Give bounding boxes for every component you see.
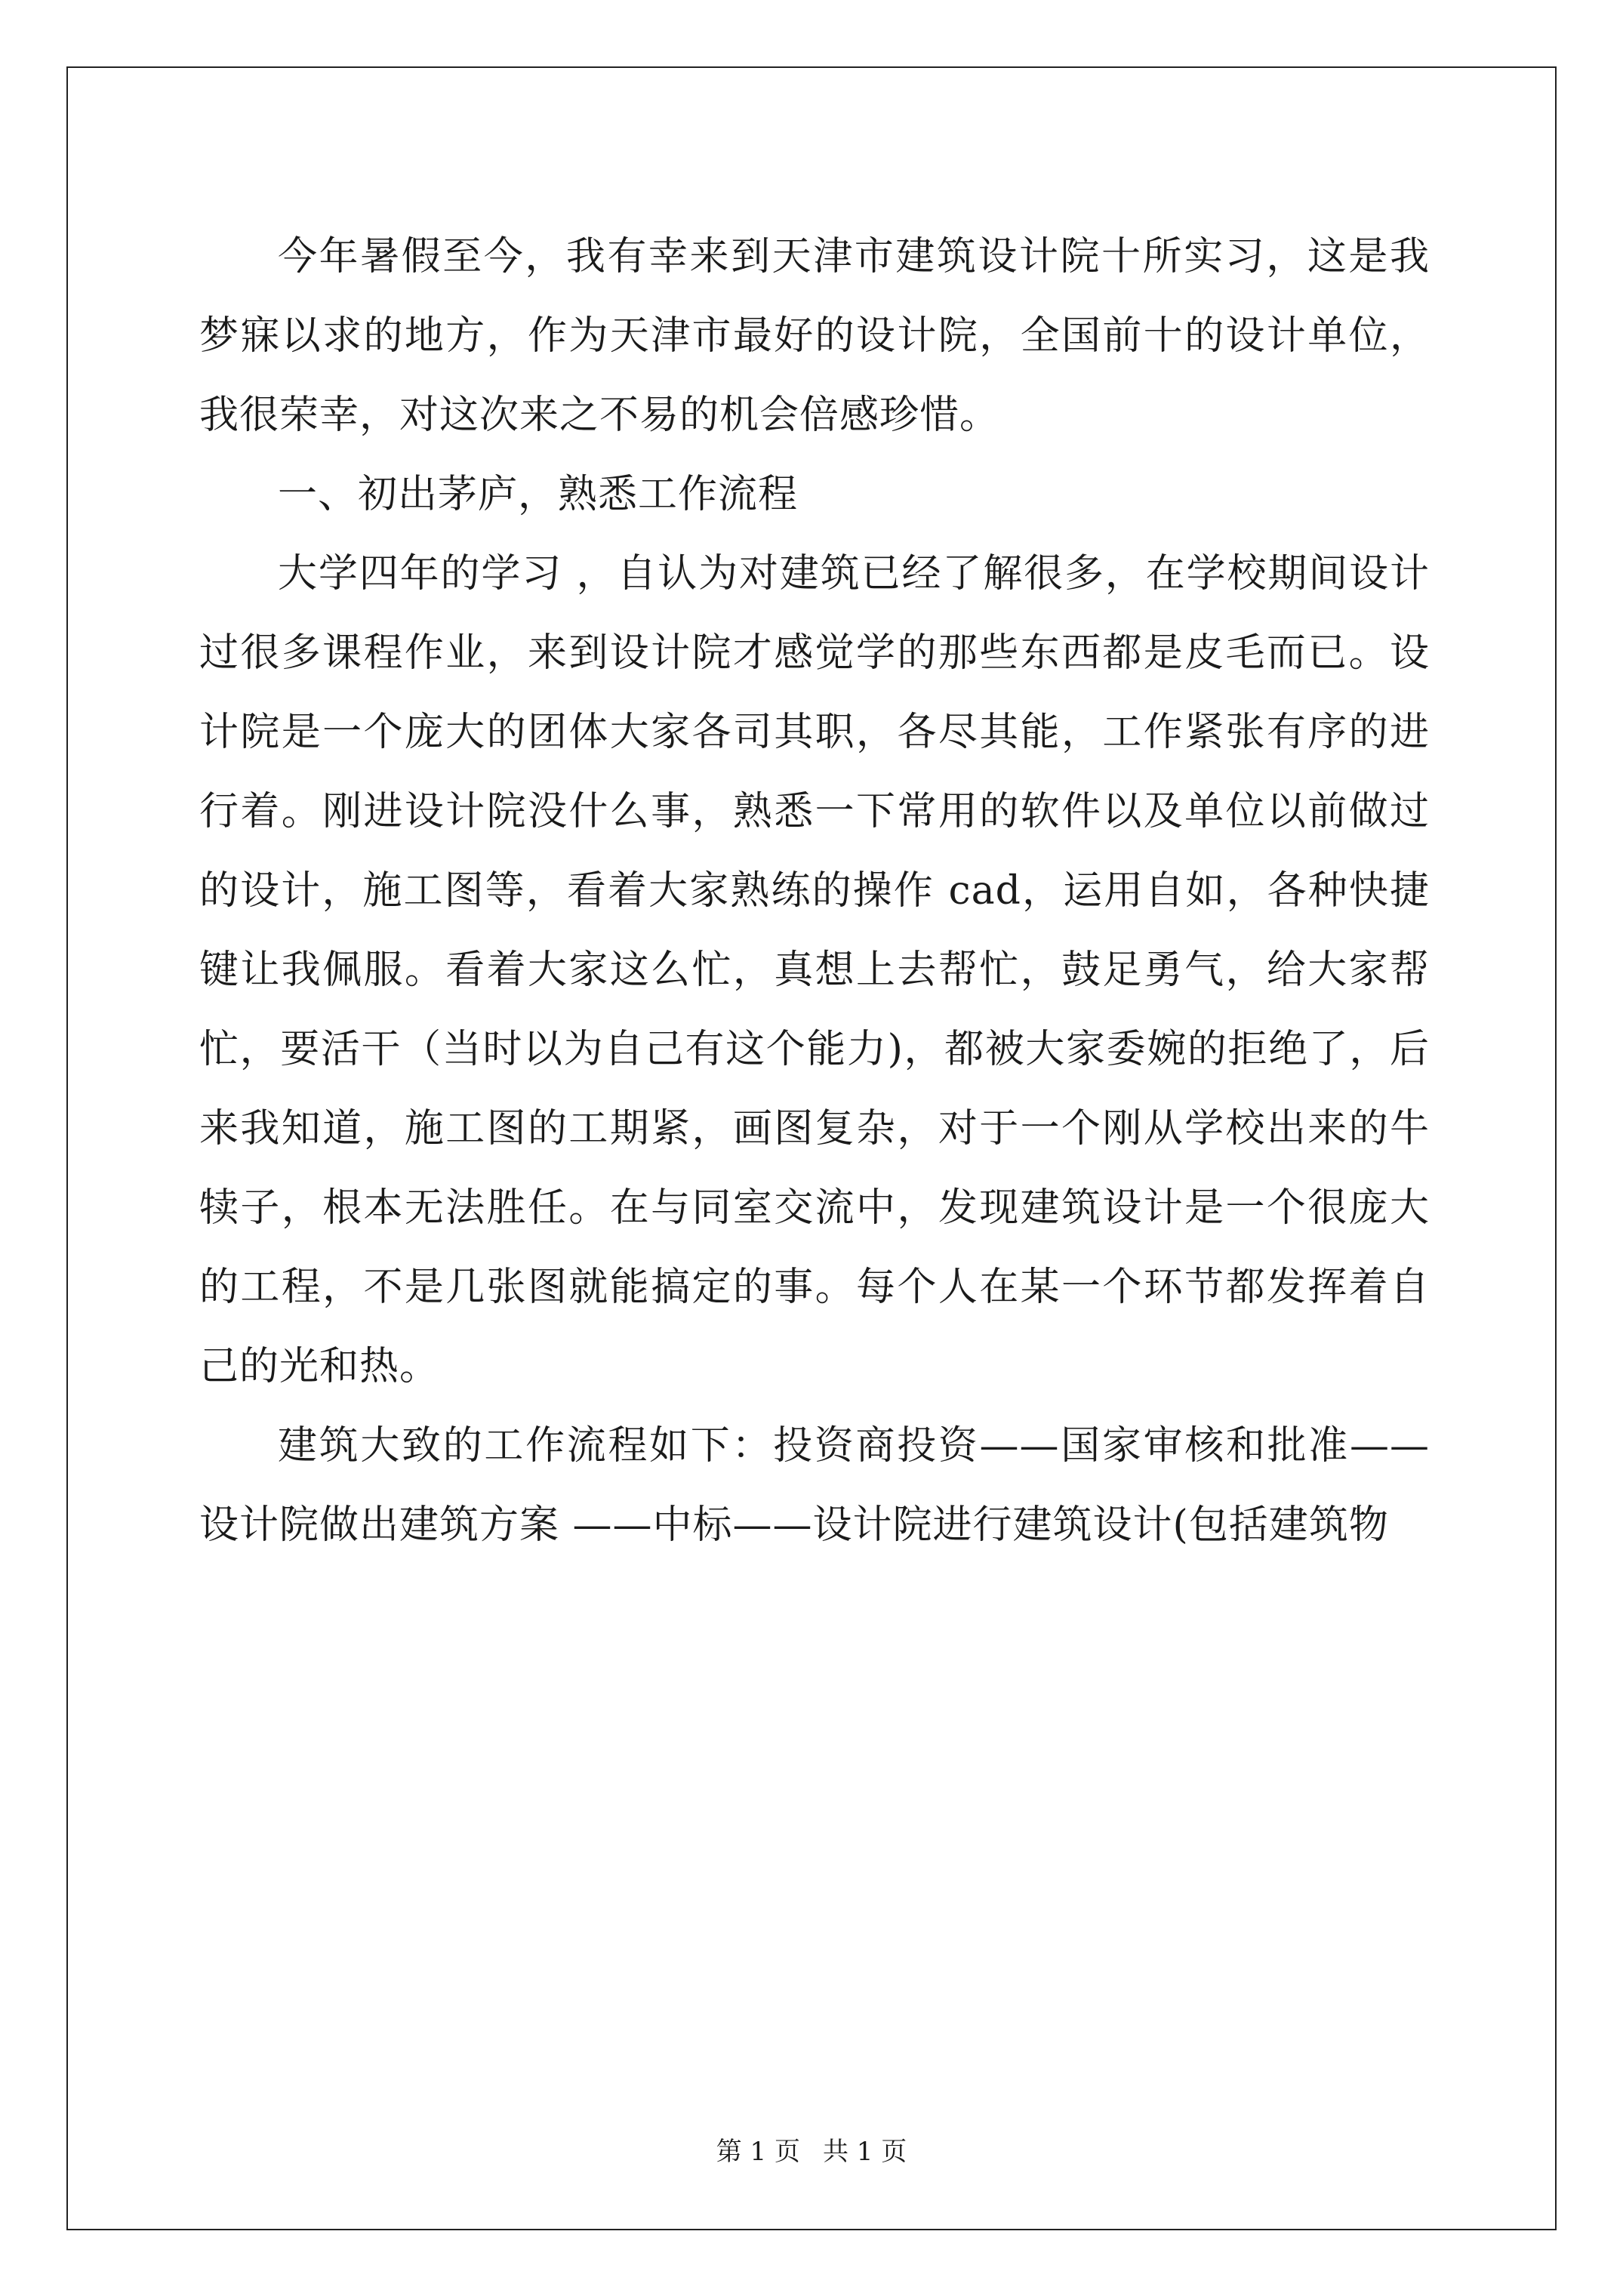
paragraph-study: 大学四年的学习 ，自认为对建筑已经了解很多，在学校期间设计过很多课程作业，来到设计院才感觉学的那些东西都是皮毛而已。设计院是一个庞大的团体大家各司其职，各尽其能，工作紧张有序的进行着。刚进设计院没什么事，熟悉一下常用的软件以及单位以前做过的设计，施工图等，看着大家熟练的操作 cad，运用自如，各种快捷键让我佩服。看着大家这么忙，真想上去帮忙，鼓足勇气，给大家帮忙，要活干（当时以为自己有这个能力)，都被大家委婉的拒绝了，后来我知道，施工图的工期紧，画图复杂，对于一个刚从学校出来的牛犊子，根本无法胜任。在与同室交流中，发现建筑设计是一个很庞大的工程，不是几张图就能搞定的事。每个人在某一个环节都发挥着自己的光和热。 xyxy=(199,551,1430,1389)
section-heading: 一、初出茅庐，熟悉工作流程 xyxy=(278,472,799,517)
page-total: 共 1 页 xyxy=(823,2137,907,2167)
paragraph-workflow: 建筑大致的工作流程如下：投资商投资——国家审核和批准——设计院做出建筑方案 ——中标——设计院进行建筑设计(包括建筑物 xyxy=(199,1423,1430,1548)
page-number: 第 1 页 xyxy=(716,2137,800,2167)
page-footer xyxy=(0,2137,1623,2167)
document-body xyxy=(199,217,1430,1565)
paragraph-intro: 今年暑假至今，我有幸来到天津市建筑设计院十所实习，这是我梦寐以求的地方，作为天津市最好的设计院，全国前十的设计单位，我很荣幸，对这次来之不易的机会倍感珍惜。 xyxy=(199,234,1430,438)
